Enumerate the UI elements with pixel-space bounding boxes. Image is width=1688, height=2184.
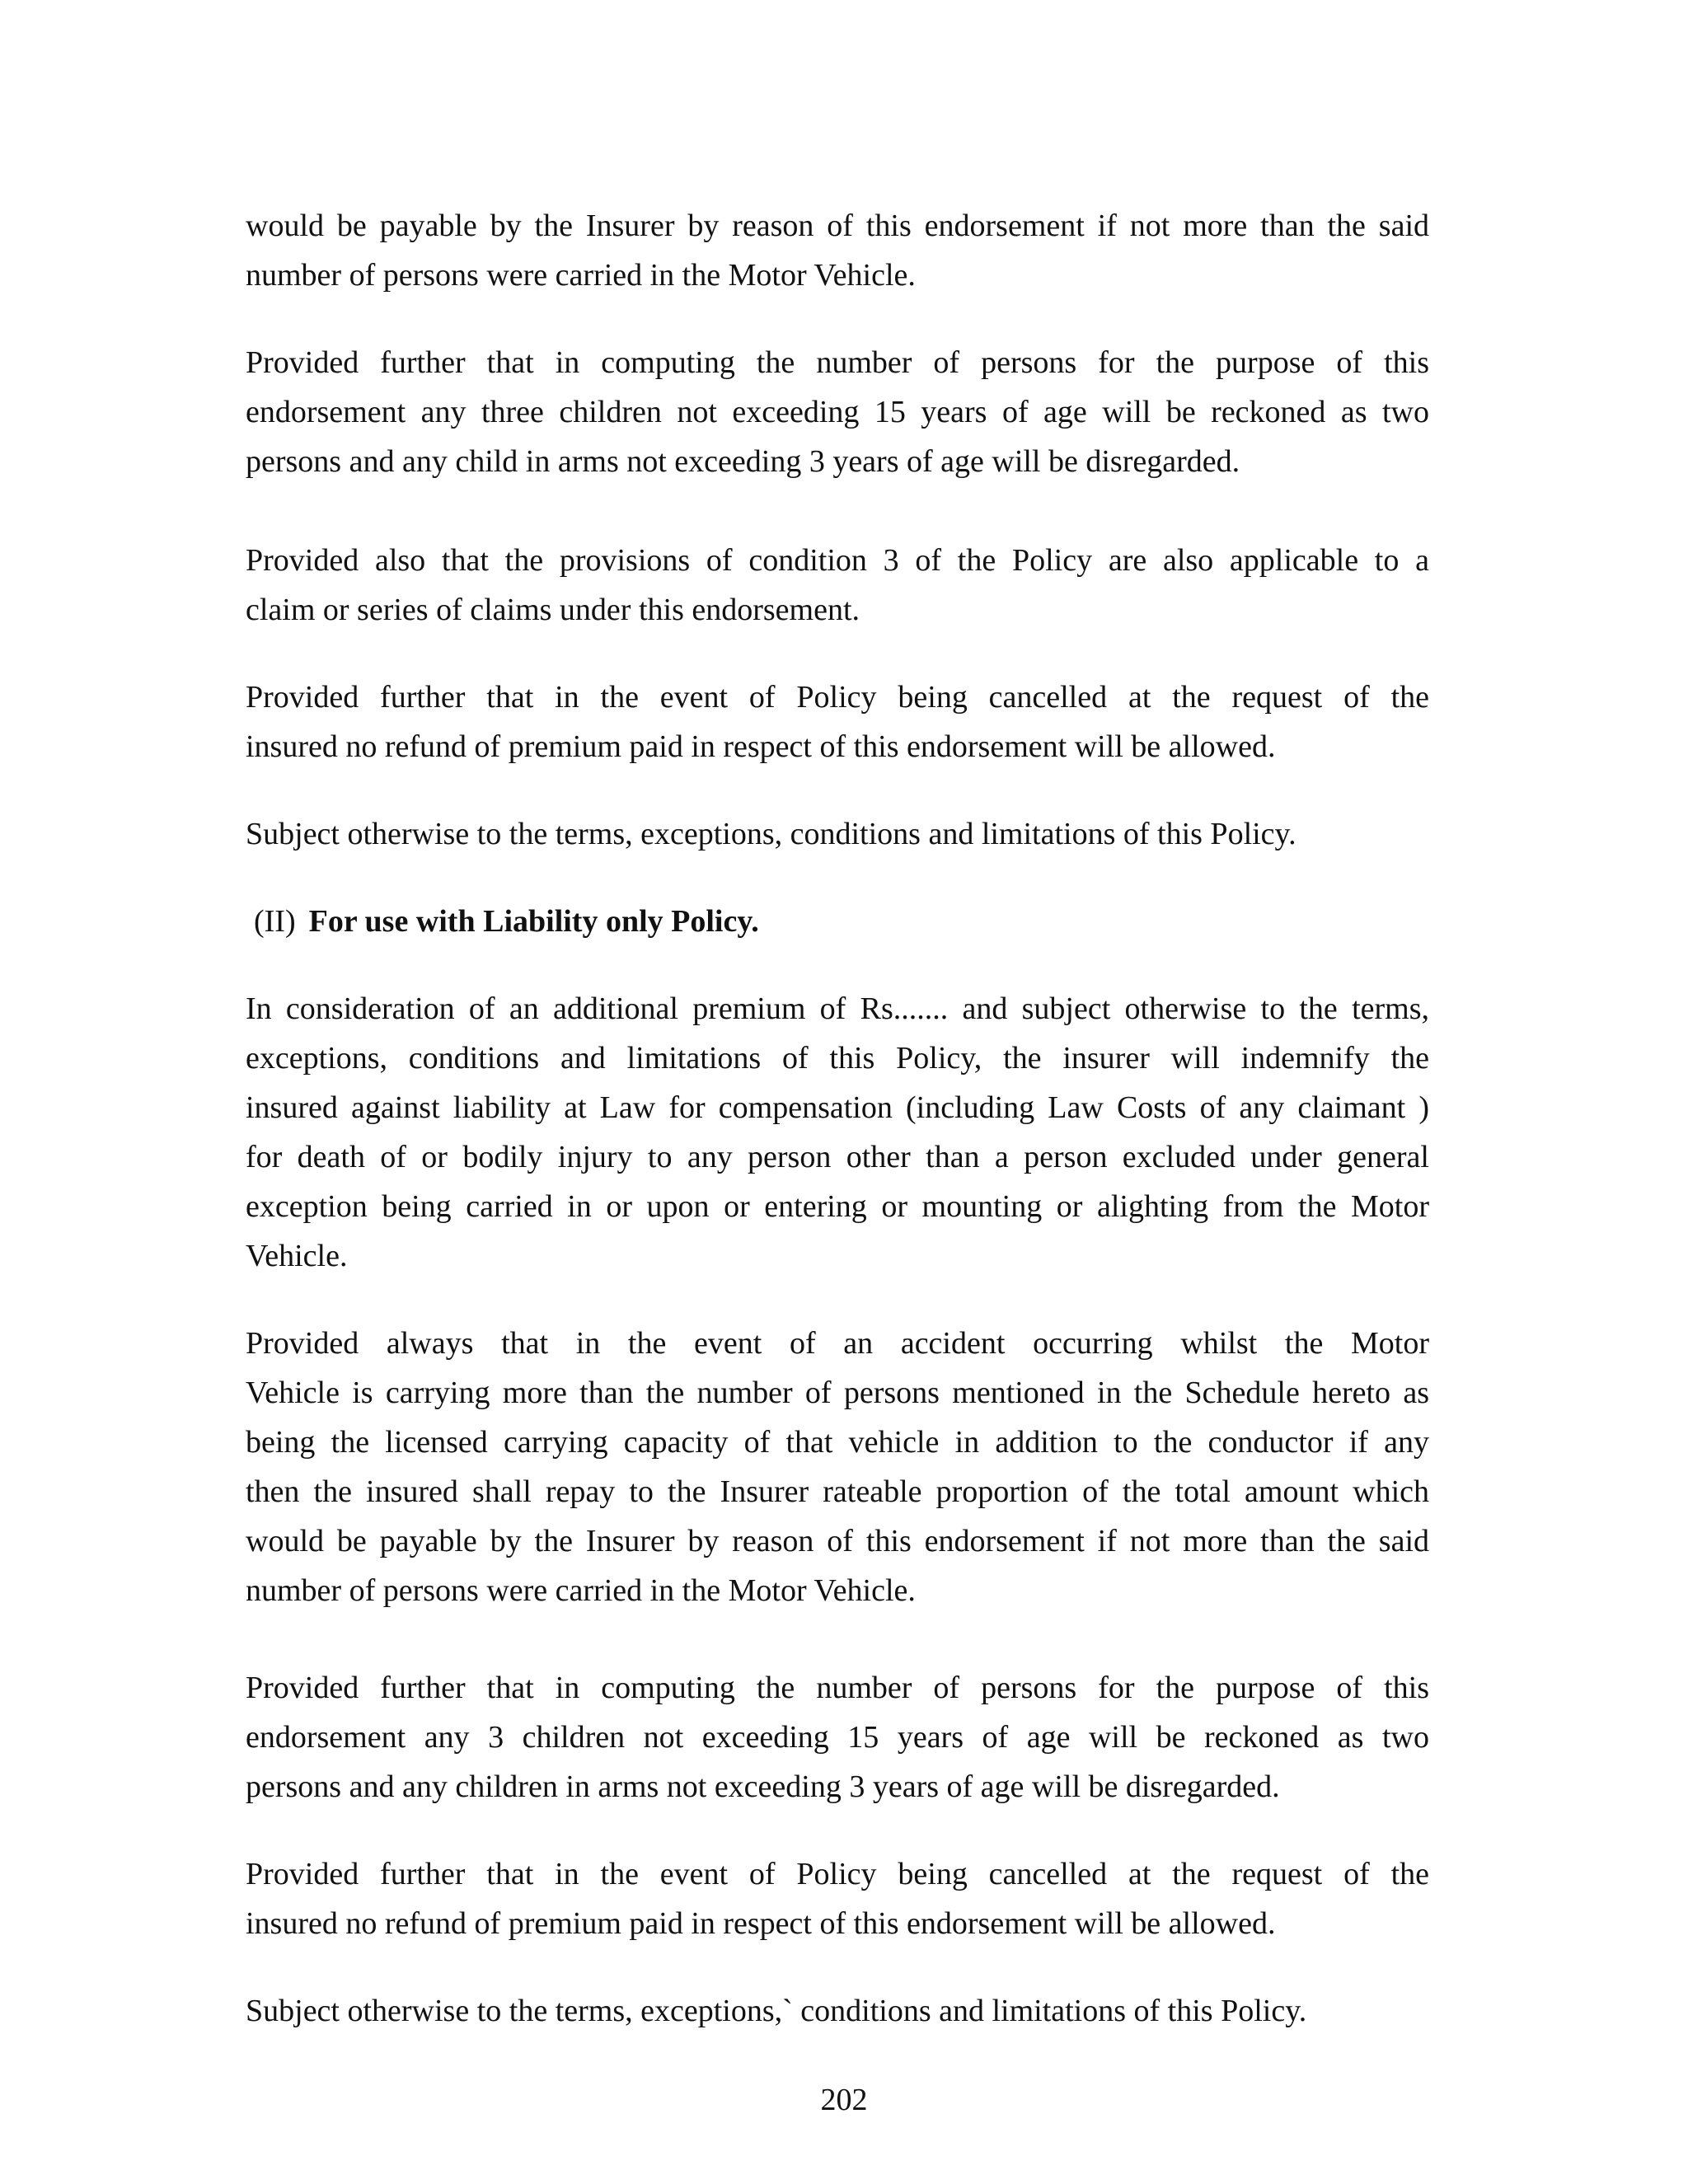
text-line: would be payable by the Insurer by reason of this endorsement if not more than the said bbox=[246, 1524, 1429, 1558]
text-line: Provided further that in computing the number of persons for the purpose of this bbox=[246, 345, 1429, 380]
text-line: insured no refund of premium paid in respect of this endorsement will be allowed. bbox=[246, 1906, 1276, 1941]
paragraph-subject-otherwise bbox=[246, 809, 1429, 859]
text-line: endorsement any 3 children not exceeding 15 years of age will be reckoned as two bbox=[246, 1720, 1429, 1755]
text-line: persons and any child in arms not exceeding 3 years of age will be disregarded. bbox=[246, 444, 1240, 479]
text-line: insured no refund of premium paid in respect of this endorsement will be allowed. bbox=[246, 729, 1276, 764]
text-line: for death of or bodily injury to any person other than a person excluded under general bbox=[246, 1140, 1429, 1174]
paragraph-provided-also bbox=[246, 536, 1429, 635]
text-line: being the licensed carrying capacity of that vehicle in addition to the conductor if any bbox=[246, 1425, 1429, 1460]
text-line: Provided also that the provisions of condition 3 of the Policy are also applicable to a bbox=[246, 543, 1429, 578]
text-line: Provided further that in computing the number of persons for the purpose of this bbox=[246, 1671, 1429, 1705]
paragraph-provided-further-refund-2 bbox=[246, 1849, 1429, 1948]
text-line: Vehicle. bbox=[246, 1239, 348, 1273]
text-line: exceptions, conditions and limitations of this Policy, the insurer will indemnify the bbox=[246, 1041, 1429, 1076]
text-line: claim or series of claims under this endorsement. bbox=[246, 593, 860, 627]
text-line: persons and any children in arms not exceeding 3 years of age will be disregarded. bbox=[246, 1769, 1280, 1804]
paragraph-subject-otherwise-2 bbox=[246, 1986, 1429, 2036]
section-number: (II) bbox=[254, 904, 296, 939]
section-heading bbox=[254, 897, 759, 946]
text-line: In consideration of an additional premium of Rs....... and subject otherwise to the terms, bbox=[246, 991, 1429, 1026]
text-line: number of persons were carried in the Motor Vehicle. bbox=[246, 258, 916, 293]
section-title: For use with Liability only Policy. bbox=[308, 904, 759, 939]
text-line: Subject otherwise to the terms, exceptions, conditions and limitations of this Policy. bbox=[246, 817, 1296, 851]
paragraph-provided-always bbox=[246, 1319, 1429, 1615]
paragraph-provided-further-computing-2 bbox=[246, 1663, 1429, 1811]
text-line: Provided further that in the event of Policy being cancelled at the request of the bbox=[246, 680, 1429, 715]
text-line: then the insured shall repay to the Insurer rateable proportion of the total amount which bbox=[246, 1474, 1429, 1509]
text-line: endorsement any three children not exceeding 15 years of age will be reckoned as two bbox=[246, 395, 1429, 429]
text-line: exception being carried in or upon or entering or mounting or alighting from the Motor bbox=[246, 1189, 1429, 1224]
text-line: Subject otherwise to the terms, exceptions,` conditions and limitations of this Policy. bbox=[246, 1994, 1307, 2028]
text-line: Provided always that in the event of an accident occurring whilst the Motor bbox=[246, 1326, 1429, 1361]
text-line: number of persons were carried in the Motor Vehicle. bbox=[246, 1573, 916, 1608]
paragraph-continuation bbox=[246, 201, 1429, 300]
text-line: insured against liability at Law for compensation (including Law Costs of any claimant ) bbox=[246, 1090, 1429, 1125]
paragraph-provided-further-refund bbox=[246, 673, 1429, 771]
text-line: Provided further that in the event of Policy being cancelled at the request of the bbox=[246, 1857, 1429, 1891]
text-line: Vehicle is carrying more than the number of persons mentioned in the Schedule hereto as bbox=[246, 1376, 1429, 1410]
text-line: would be payable by the Insurer by reason of this endorsement if not more than the said bbox=[246, 209, 1429, 243]
page-number: 202 bbox=[820, 2083, 868, 2117]
paragraph-consideration bbox=[246, 984, 1429, 1281]
paragraph-provided-further-computing bbox=[246, 338, 1429, 486]
